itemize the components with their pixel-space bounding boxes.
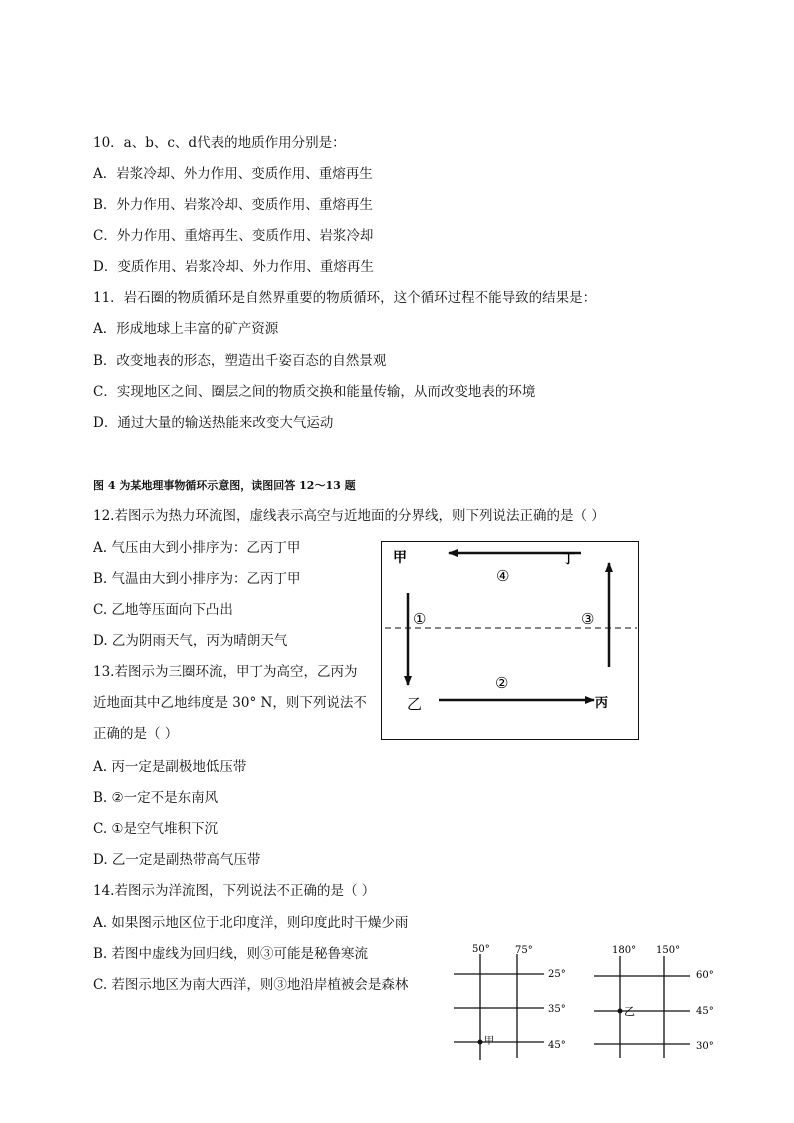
q13-option-c: C. ①是空气堆积下沉 (93, 821, 219, 837)
label-circle-3: ③ (581, 610, 595, 628)
q14-stem: 14.若图示为洋流图，下列说法不正确的是（ ） (93, 883, 376, 899)
ocean-current-grids (442, 940, 722, 1070)
q12-stem: 12.若图示为热力环流图，虚线表示高空与近地面的分界线，则下列说法正确的是（ ） (93, 508, 605, 524)
right-grid-lat-label-1: 60° (696, 970, 714, 981)
q14-option-b: B. 若图中虚线为回归线，则③可能是秘鲁寒流 (93, 946, 369, 962)
label-circle-1: ① (413, 610, 427, 628)
label-jia: 甲 (393, 550, 407, 566)
q11-option-c: C．实现地区之间、圈层之间的物质交换和能量传输，从而改变地表的环境 (93, 384, 536, 400)
q13-option-d: D. 乙一定是副热带高气压带 (93, 852, 261, 868)
left-grid-lat-label-1: 25° (548, 969, 566, 980)
q12-option-d: D. 乙为阴雨天气，丙为晴朗天气 (93, 633, 288, 649)
left-grid-lon-label-2: 75° (515, 945, 533, 956)
q11-option-d: D．通过大量的输送热能来改变大气运动 (93, 415, 334, 431)
q10-stem: 10．a、b、c、d代表的地质作用分别是： (93, 135, 346, 151)
ocean-grids-svg (442, 940, 722, 1070)
q10-option-b: B．外力作用、岩浆冷却、变质作用、重熔再生 (93, 197, 373, 213)
q12-option-c: C. 乙地等压面向下凸出 (93, 602, 233, 618)
left-grid-lat-label-3: 45° (548, 1040, 566, 1051)
label-yi: 乙 (407, 695, 423, 713)
q12-option-b: B. 气温由大到小排序为：乙丙丁甲 (93, 571, 301, 587)
circulation-diagram (381, 541, 640, 741)
label-ding: 丁 (562, 552, 576, 567)
left-grid-lat-label-2: 35° (548, 1004, 566, 1015)
right-grid-lon-label-1: 180° (612, 945, 637, 956)
label-bing: 丙 (595, 696, 609, 711)
figure-caption: 图 4 为某地理事物循环示意图，读图回答 12～13 题 (93, 479, 356, 492)
q13-stem-line-3: 正确的是（ ） (93, 726, 179, 742)
label-circle-4: ④ (496, 567, 510, 585)
right-grid-point-label: 乙 (624, 1005, 635, 1018)
left-grid-point (478, 1040, 483, 1045)
q13-stem-line-2: 近地面其中乙地纬度是 30° N，则下列说法不 (93, 695, 367, 711)
q11-stem: 11．岩石圈的物质循环是自然界重要的物质循环，这个循环过程不能导致的结果是： (93, 290, 597, 306)
q10-option-c: C．外力作用、重熔再生、变质作用、岩浆冷却 (93, 228, 374, 244)
q14-option-a: A. 如果图示地区位于北印度洋，则印度此时干燥少雨 (93, 915, 409, 931)
left-grid-lon-label-1: 50° (472, 944, 490, 955)
q11-option-a: A．形成地球上丰富的矿产资源 (93, 321, 279, 337)
q12-option-a: A. 气压由大到小排序为：乙丙丁甲 (93, 540, 301, 556)
right-grid-lat-label-3: 30° (696, 1041, 714, 1052)
q14-option-c: C. 若图示地区为南大西洋，则③地沿岸植被会是森林 (93, 977, 409, 993)
right-grid-point (618, 1009, 623, 1014)
q13-option-b: B. ②一定不是东南风 (93, 790, 219, 806)
left-grid-point-label: 甲 (484, 1036, 494, 1047)
q13-stem-line-1: 13.若图示为三圈环流，甲丁为高空，乙丙为 (93, 664, 358, 680)
label-circle-2: ② (495, 674, 509, 692)
q13-option-a: A. 丙一定是副极地低压带 (93, 759, 247, 775)
q11-option-b: B．改变地表的形态，塑造出千姿百态的自然景观 (93, 353, 387, 369)
right-grid-lat-label-2: 45° (696, 1006, 714, 1017)
q10-option-a: A．岩浆冷却、外力作用、变质作用、重熔再生 (93, 166, 373, 182)
right-grid-lon-label-2: 150° (656, 945, 681, 956)
circulation-diagram-svg (381, 541, 640, 741)
q10-option-d: D．变质作用、岩浆冷却、外力作用、重熔再生 (93, 259, 374, 275)
